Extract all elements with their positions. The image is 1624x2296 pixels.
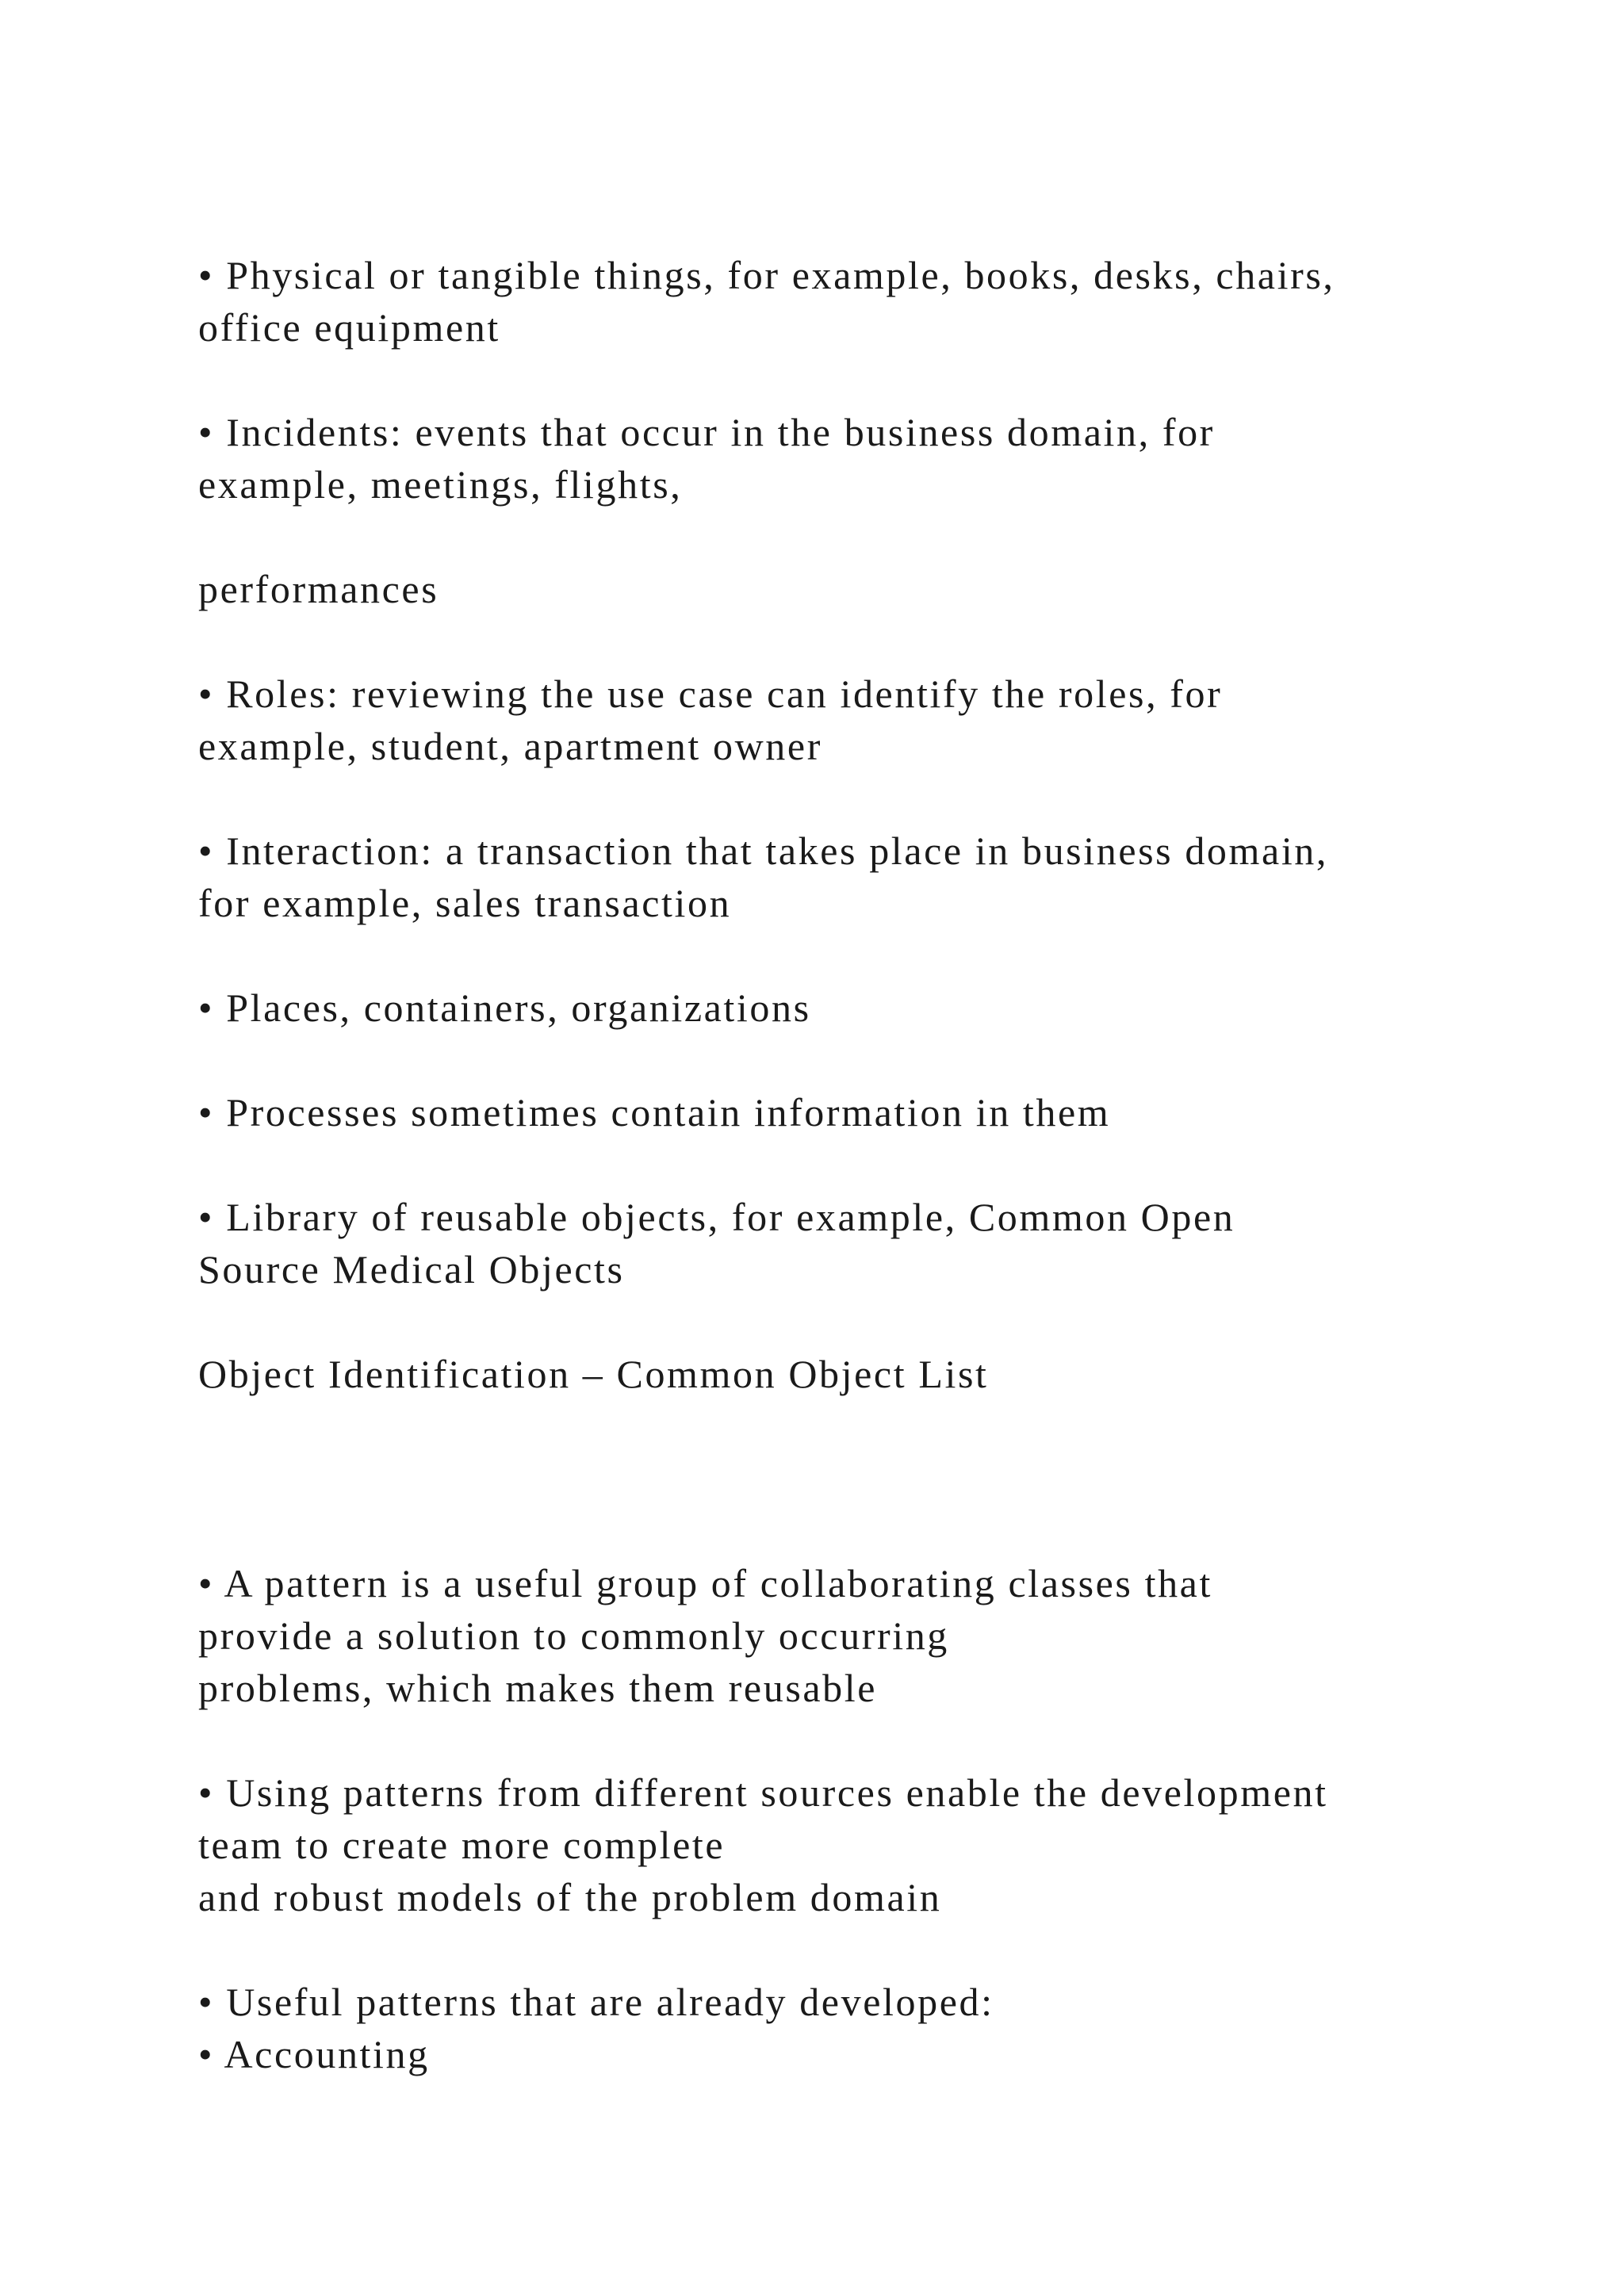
bullet-roles-line-1: • Roles: reviewing the use case can identify the roles, for — [198, 672, 1223, 716]
bullet-incidents-line-1: • Incidents: events that occur in the business domain, for — [198, 410, 1215, 454]
bullet-interaction-line-1: • Interaction: a transaction that takes place in business domain, — [198, 828, 1329, 873]
bullet-pattern-line-3: problems, which makes them reusable — [198, 1666, 878, 1710]
bullet-physical-things-line-1: • Physical or tangible things, for example, books, desks, chairs, — [198, 253, 1335, 297]
bullet-interaction-line-2: for example, sales transaction — [198, 881, 732, 925]
bullet-roles-line-2: example, student, apartment owner — [198, 724, 822, 768]
bullet-library-line-2: Source Medical Objects — [198, 1247, 625, 1292]
bullet-useful-patterns: • Useful patterns that are already developed: — [198, 1980, 994, 2024]
bullet-pattern-line-2: provide a solution to commonly occurring — [198, 1613, 949, 1658]
paragraph-performances: performances — [198, 567, 439, 611]
bullet-accounting: • Accounting — [198, 2032, 430, 2076]
bullet-processes: • Processes sometimes contain information in them — [198, 1090, 1111, 1135]
bullet-using-patterns-line-1: • Using patterns from different sources enable the development — [198, 1770, 1328, 1815]
bullet-pattern-line-1: • A pattern is a useful group of collaborating classes that — [198, 1561, 1212, 1605]
bullet-physical-things-line-2: office equipment — [198, 305, 500, 350]
bullet-library-line-1: • Library of reusable objects, for example, Common Open — [198, 1195, 1235, 1239]
bullet-places: • Places, containers, organizations — [198, 985, 811, 1030]
bullet-incidents-line-2: example, meetings, flights, — [198, 462, 683, 507]
bullet-using-patterns-line-3: and robust models of the problem domain — [198, 1875, 942, 1919]
section-heading-object-identification: Object Identification – Common Object List — [198, 1352, 989, 1396]
bullet-using-patterns-line-2: team to create more complete — [198, 1823, 726, 1867]
